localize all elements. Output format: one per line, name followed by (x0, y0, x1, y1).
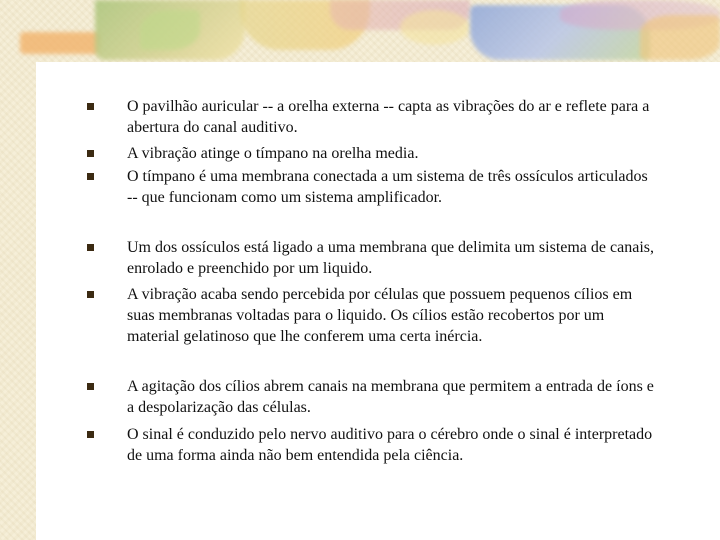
bullet-text: A vibração acaba sendo percebida por células que possuem pequenos cílios em suas membranas voltadas para o liquido. Os cílios estão recobertos por um material gelatinoso que lhe conferem uma certa inércia. (127, 286, 633, 345)
bullet-text: O pavilhão auricular -- a orelha externa -- capta as vibrações do ar e reflete para a abertura do canal auditivo. (127, 98, 650, 136)
content-panel (36, 62, 720, 540)
bullet-text: Um dos ossículos está ligado a uma membrana que delimita um sistema de canais, enrolado e preenchido por um liquido. (127, 239, 654, 277)
square-bullet-icon (87, 173, 94, 180)
bullet-text: A vibração atinge o tímpano na orelha media. (127, 145, 419, 162)
decorative-watercolor-banner (0, 0, 720, 70)
bullet-text: O tímpano é uma membrana conectada a um sistema de três ossículos articulados -- que funcionam como um sistema amplificador. (127, 168, 648, 206)
square-bullet-icon (87, 150, 94, 157)
square-bullet-icon (87, 103, 94, 110)
bullet-text: O sinal é conduzido pelo nervo auditivo para o cérebro onde o sinal é interpretado de uma forma ainda não bem entendida pela ciência. (127, 426, 653, 464)
square-bullet-icon (87, 431, 94, 438)
decor-leaf (140, 10, 200, 50)
decor-orange-block (20, 32, 100, 54)
square-bullet-icon (87, 291, 94, 298)
bullet-text: A agitação dos cílios abrem canais na membrana que permitem a entrada de íons e a despolarização das células. (127, 378, 654, 416)
decor-gold-wash (640, 15, 720, 60)
square-bullet-icon (87, 244, 94, 251)
square-bullet-icon (87, 383, 94, 390)
decor-yellow-spot (400, 10, 470, 45)
